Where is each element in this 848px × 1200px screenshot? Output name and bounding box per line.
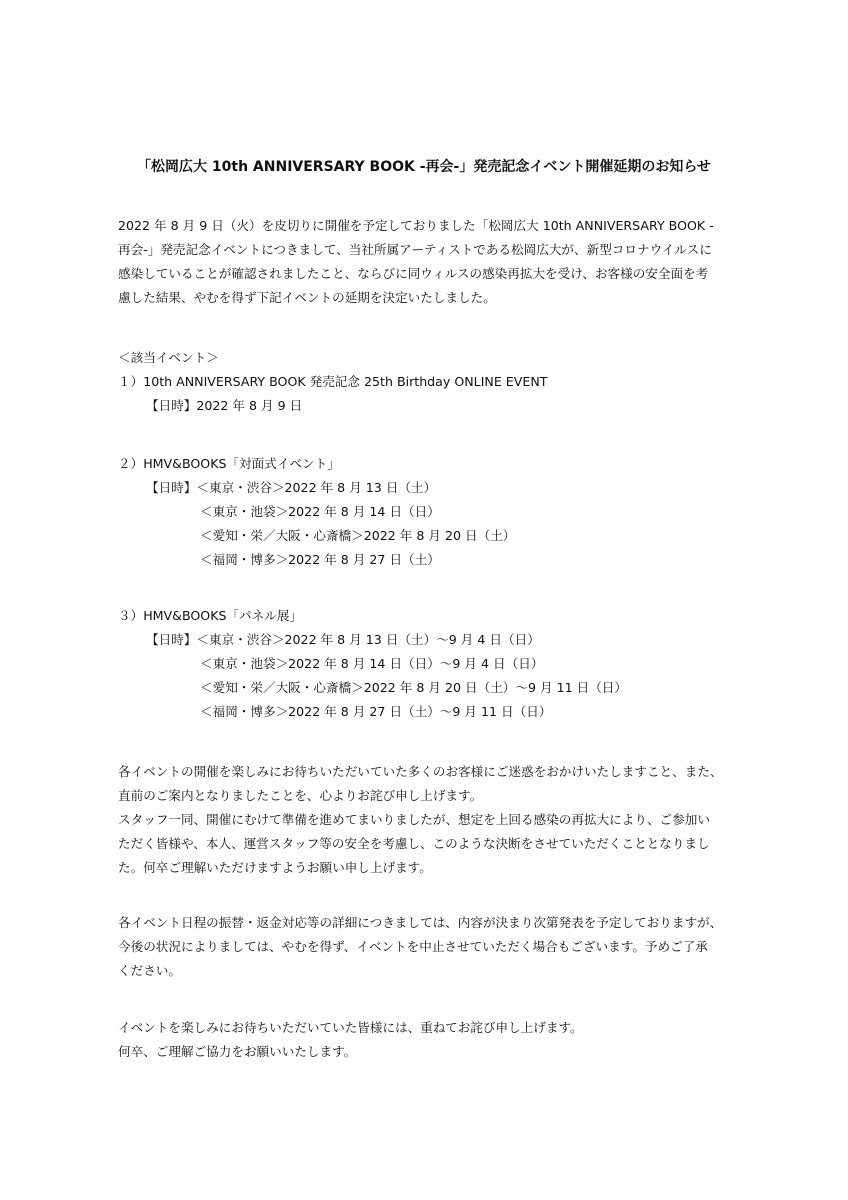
- closing-paragraph: [118, 1016, 583, 1064]
- apology-line: 各イベントの開催を楽しみにお待ちいただいていた多くのお客様にご迷惑をおかけいたしますこと、また、: [118, 764, 723, 779]
- closing-line: イベントを楽しみにお待ちいただいていた皆様には、重ねてお詫び申し上げます。: [118, 1020, 583, 1035]
- event1-date: 【日時】2022 年 8 月 9 日: [146, 398, 303, 413]
- event3-date-line: ＜東京・池袋＞2022 年 8 月 14 日（日）～9 月 4 日（日）: [200, 656, 544, 671]
- event3-date-line: 【日時】＜東京・渋谷＞2022 年 8 月 13 日（土）～9 月 4 日（日）: [146, 632, 540, 647]
- events-section: [118, 346, 547, 418]
- event3-date-line: ＜愛知・栄／大阪・心斎橋＞2022 年 8 月 20 日（土）～9 月 11 日（日）: [200, 680, 627, 695]
- refund-paragraph: [118, 911, 722, 983]
- apology-line: ただく皆様や、本人、運営スタッフ等の安全を考慮し、このような決断をさせていただくこととなりまし: [118, 836, 710, 851]
- events-heading: ＜該当イベント＞: [118, 350, 219, 365]
- intro-line: 慮した結果、やむを得ず下記イベントの延期を決定いたしました。: [118, 290, 496, 305]
- apology-line: た。何卒ご理解いただけますようお願い申し上げます。: [118, 860, 432, 875]
- refund-line: 各イベント日程の振替・返金対応等の詳細につきましては、内容が決まり次第発表を予定しておりますが、: [118, 915, 723, 930]
- document-title: 「松岡広大 10th ANNIVERSARY BOOK -再会-」発売記念イベント開催延期のお知らせ: [137, 159, 711, 175]
- event2-date-line: ＜福岡・博多＞2022 年 8 月 27 日（土）: [200, 552, 440, 567]
- event3-date-line: ＜福岡・博多＞2022 年 8 月 27 日（土）～9 月 11 日（日）: [200, 704, 552, 719]
- event2-title: ２）HMV&BOOKS「対面式イベント」: [118, 456, 340, 471]
- intro-line: 2022 年 8 月 9 日（火）を皮切りに開催を予定しておりました「松岡広大 10th ANNIVERSARY BOOK -: [118, 218, 714, 233]
- event3-title: ３）HMV&BOOKS「パネル展」: [118, 608, 303, 623]
- event3-section: [118, 604, 627, 724]
- intro-line: 再会-」発売記念イベントにつきまして、当社所属アーティストである松岡広大が、新型コロナウイルスに: [118, 242, 712, 257]
- apology-paragraph: [118, 760, 723, 880]
- intro-paragraph: [118, 214, 714, 310]
- apology-line: スタッフ一同、開催にむけて準備を進めてまいりましたが、想定を上回る感染の再拡大により、ご参加い: [118, 812, 710, 827]
- refund-line: ください。: [118, 963, 181, 978]
- refund-line: 今後の状況によりましては、やむを得ず、イベントを中止させていただく場合もございます。予めご了承: [118, 939, 708, 954]
- event2-date-line: 【日時】＜東京・渋谷＞2022 年 8 月 13 日（土）: [146, 480, 437, 495]
- event2-date-line: ＜愛知・栄／大阪・心斎橋＞2022 年 8 月 20 日（土）: [200, 528, 516, 543]
- event2-date-line: ＜東京・池袋＞2022 年 8 月 14 日（日）: [200, 504, 440, 519]
- event1-title: １）10th ANNIVERSARY BOOK 発売記念 25th Birthday ONLINE EVENT: [118, 374, 548, 389]
- apology-line: 直前のご案内となりましたことを、心よりお詫び申し上げます。: [118, 788, 483, 803]
- closing-line: 何卒、ご理解ご協力をお願いいたします。: [118, 1044, 357, 1059]
- event2-section: [118, 452, 515, 572]
- intro-line: 感染していることが確認されましたこと、ならびに同ウィルスの感染再拡大を受け、お客様の安全面を考: [118, 266, 709, 281]
